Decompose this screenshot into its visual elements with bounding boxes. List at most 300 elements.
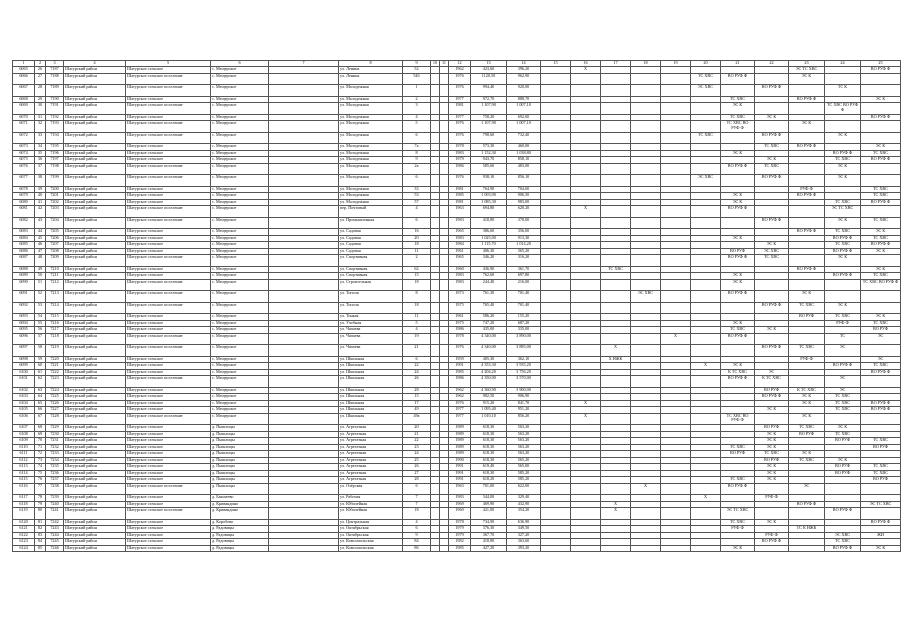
table-cell: 65 xyxy=(35,400,46,407)
table-cell: 856,10 xyxy=(507,175,541,187)
table-cell: 7201 xyxy=(46,193,64,200)
table-cell: ВО РУФ xyxy=(825,470,861,477)
table-cell: 9 xyxy=(403,532,431,539)
table-cell: ЭС К xyxy=(755,470,789,477)
table-cell: Шатурское сельское xyxy=(126,150,211,157)
table-cell: д. Бакшеево xyxy=(211,495,269,502)
table-cell: 7232 xyxy=(46,444,64,451)
table-cell: 84 xyxy=(35,539,46,546)
table-cell: Шатурский район xyxy=(64,320,126,327)
table-cell: 6 xyxy=(403,132,431,144)
table-cell: ВО РУФ xyxy=(721,451,755,458)
table-cell: 7243 xyxy=(46,526,64,533)
table-cell xyxy=(825,413,861,425)
table-cell xyxy=(861,345,901,357)
table-cell: ВО РУФ Ф xyxy=(789,501,825,508)
table-cell: 1983 xyxy=(449,217,471,229)
table-cell: 972,70 xyxy=(471,96,507,103)
table-cell: 6075 xyxy=(13,157,35,164)
table-cell: Шатурский район xyxy=(64,266,126,273)
table-cell xyxy=(541,279,571,291)
table-cell: 636,90 xyxy=(507,519,541,526)
table-cell xyxy=(541,302,571,314)
table-cell xyxy=(269,333,339,345)
table-cell: 69 xyxy=(35,431,46,438)
table-cell: д. Радовицы xyxy=(211,526,269,533)
table-cell: 1983 xyxy=(449,495,471,502)
table-cell: ТС ХВС xyxy=(755,163,789,175)
table-cell: ул. Октябрьская xyxy=(339,526,403,533)
table-cell: д. Пышлицы xyxy=(211,444,269,451)
table-cell: 6103 xyxy=(13,394,35,401)
table-cell: РУФ Ф xyxy=(721,526,755,533)
table-cell: 983,00 xyxy=(507,199,541,206)
table-cell: с. Мещерское xyxy=(211,96,269,103)
table-cell: 618,30 xyxy=(471,457,507,464)
table-cell xyxy=(571,85,601,97)
table-cell: 367,70 xyxy=(471,532,507,539)
table-cell: 21 xyxy=(403,431,431,438)
table-cell: Шатурское сельское поселение xyxy=(126,376,211,388)
table-cell: ЭС К xyxy=(825,302,861,314)
table-cell: 2 xyxy=(403,255,431,267)
table-cell: Шатурское сельское xyxy=(126,248,211,255)
table-cell: Шатурское сельское xyxy=(126,369,211,376)
table-cell: д. Пышлицы xyxy=(211,438,269,445)
table-cell: РУФ Ф xyxy=(789,186,825,193)
table-cell xyxy=(631,545,661,552)
table-cell xyxy=(440,413,449,425)
table-cell xyxy=(825,73,861,85)
table-cell: ул. Молодежная xyxy=(339,175,403,187)
table-cell: 6069 xyxy=(13,103,35,115)
table-cell: 1962 xyxy=(449,67,471,74)
table-cell: 1 007,10 xyxy=(507,103,541,115)
table-cell: ЭС К xyxy=(789,400,825,407)
table-cell: 7189 xyxy=(46,85,64,97)
table-cell xyxy=(440,345,449,357)
table-cell: д. Коробово xyxy=(211,519,269,526)
table-cell: 6067 xyxy=(13,85,35,97)
table-cell xyxy=(269,291,339,303)
table-cell xyxy=(571,291,601,303)
table-cell: 6077 xyxy=(13,175,35,187)
table-cell: Шатурский район xyxy=(64,501,126,508)
table-cell: ул. Садовая xyxy=(339,229,403,236)
table-cell: 7221 xyxy=(46,363,64,370)
table-cell: 962,90 xyxy=(507,73,541,85)
table-cell: 483,00 xyxy=(507,163,541,175)
table-cell xyxy=(571,302,601,314)
table-cell xyxy=(661,279,691,291)
table-cell xyxy=(440,217,449,229)
table-cell: ул. Молодежная xyxy=(339,144,403,151)
table-cell: 78 xyxy=(35,495,46,502)
table-row xyxy=(13,206,901,218)
table-cell: 6105 xyxy=(13,407,35,414)
table-cell: 1962 xyxy=(449,394,471,401)
table-row xyxy=(13,255,901,267)
table-cell: Шатурское сельское xyxy=(126,387,211,394)
table-cell xyxy=(861,302,901,314)
column-number-cell: 16 xyxy=(571,61,601,67)
table-cell: ЭС К xyxy=(721,279,755,291)
table-cell: Шатурское сельское xyxy=(126,407,211,414)
table-cell: ТС ХВС xyxy=(789,457,825,464)
table-cell: 1975 xyxy=(449,320,471,327)
table-cell xyxy=(601,132,631,144)
table-cell: 15 xyxy=(403,273,431,280)
table-cell: Шатурское сельское xyxy=(126,273,211,280)
table-cell: 30 xyxy=(35,103,46,115)
table-cell: ул. Школьная xyxy=(339,407,403,414)
table-cell xyxy=(755,121,789,133)
column-number-cell: 14 xyxy=(507,61,541,67)
table-cell: 16 xyxy=(403,229,431,236)
table-cell: 29 xyxy=(35,96,46,103)
table-cell: ЭС К xyxy=(789,394,825,401)
table-cell: ул. Садовая xyxy=(339,242,403,249)
table-cell: 432,90 xyxy=(507,501,541,508)
table-cell: Шатурское сельское xyxy=(126,199,211,206)
table-cell: 618,20 xyxy=(471,477,507,484)
table-cell: Шатурское сельское xyxy=(126,532,211,539)
table-cell: 1989 xyxy=(449,431,471,438)
table-cell: Шатурское сельское xyxy=(126,235,211,242)
table-cell: ул. Юбилейная xyxy=(339,501,403,508)
table-cell: 1977 xyxy=(449,96,471,103)
table-cell: 747,20 xyxy=(471,320,507,327)
table-cell: 6100 xyxy=(13,369,35,376)
table-cell xyxy=(721,302,755,314)
table-cell: Шатурское сельское xyxy=(126,431,211,438)
table-cell: 1976 xyxy=(449,85,471,97)
table-cell: 858,10 xyxy=(507,157,541,164)
table-cell: 7193 xyxy=(46,121,64,133)
table-cell: с. Мещерское xyxy=(211,333,269,345)
table-cell xyxy=(755,291,789,303)
table-cell: 47 xyxy=(35,248,46,255)
table-cell: с. Мещерское xyxy=(211,248,269,255)
table-cell: с. Мещерское xyxy=(211,387,269,394)
table-cell xyxy=(631,103,661,115)
table-cell: ВО РУФ xyxy=(861,444,901,451)
table-cell: 7241 xyxy=(46,508,64,520)
table-cell: 1989 xyxy=(449,451,471,458)
table-cell xyxy=(440,132,449,144)
table-cell xyxy=(789,333,825,345)
table-cell: Шатурский район xyxy=(64,302,126,314)
table-cell: ЭС К xyxy=(825,217,861,229)
table-cell xyxy=(601,483,631,495)
table-cell: 1983 xyxy=(449,273,471,280)
table-cell xyxy=(541,121,571,133)
table-cell: 418,80 xyxy=(471,539,507,546)
table-cell: ул. Ленина xyxy=(339,67,403,74)
table-cell xyxy=(571,376,601,388)
table-cell: Шатурский район xyxy=(64,199,126,206)
table-cell: 6 xyxy=(403,356,431,363)
table-cell xyxy=(661,217,691,229)
table-cell: 28 xyxy=(403,387,431,394)
table-cell: д. Пышлицы xyxy=(211,431,269,438)
table-cell: 920,00 xyxy=(507,85,541,97)
table-cell xyxy=(661,291,691,303)
table-cell: 732,40 xyxy=(507,132,541,144)
table-cell: Шатурское сельское поселение xyxy=(126,163,211,175)
table-cell: 6084 xyxy=(13,235,35,242)
table-cell: 1979 xyxy=(449,532,471,539)
table-cell: Шатурский район xyxy=(64,175,126,187)
table-cell: ЭС К xyxy=(861,248,901,255)
table-cell: 7233 xyxy=(46,451,64,458)
table-cell: Шатурский район xyxy=(64,477,126,484)
table-cell: Шатурский район xyxy=(64,400,126,407)
table-cell: 6099 xyxy=(13,363,35,370)
table-cell: ЭС xyxy=(861,333,901,345)
table-cell: ул. Чапаева xyxy=(339,345,403,357)
table-cell: ТС ХВС xyxy=(861,150,901,157)
table-cell: Шатурское сельское xyxy=(126,464,211,471)
table-cell xyxy=(661,73,691,85)
table-cell: 3 900,00 xyxy=(507,387,541,394)
table-cell: 1962 xyxy=(449,387,471,394)
table-cell: 77 xyxy=(35,483,46,495)
table-cell: 423,60 xyxy=(471,67,507,74)
table-cell: 393,20 xyxy=(507,545,541,552)
table-cell: ТС xyxy=(825,333,861,345)
column-number-cell: 20 xyxy=(691,61,721,67)
table-cell: с. Мещерское xyxy=(211,273,269,280)
table-cell: Шатурское сельское xyxy=(126,144,211,151)
table-cell: 7187 xyxy=(46,67,64,74)
table-cell: с. Мещерское xyxy=(211,345,269,357)
table-cell: 52 xyxy=(35,291,46,303)
table-cell: 6116 xyxy=(13,483,35,495)
table-cell: 1 010,10 xyxy=(471,413,507,425)
table-cell: 40 xyxy=(35,193,46,200)
table-cell xyxy=(861,175,901,187)
table-cell: 49 xyxy=(35,266,46,273)
table-cell: 1 014,20 xyxy=(507,242,541,249)
table-cell xyxy=(431,413,440,425)
table-cell xyxy=(601,163,631,175)
table-cell xyxy=(541,413,571,425)
table-cell: ТС ХВС xyxy=(825,157,861,164)
table-cell xyxy=(269,103,339,115)
column-number-cell: 21 xyxy=(721,61,755,67)
table-cell: Шатурский район xyxy=(64,103,126,115)
table-cell: 6104 xyxy=(13,400,35,407)
table-cell xyxy=(631,279,661,291)
table-cell: 6071 xyxy=(13,121,35,133)
table-cell: 563,20 xyxy=(507,425,541,432)
table-cell: ТС ХВС xyxy=(861,363,901,370)
table-cell: 378,00 xyxy=(507,217,541,229)
table-cell xyxy=(755,333,789,345)
table-cell xyxy=(571,132,601,144)
table-cell: 51 xyxy=(35,279,46,291)
table-cell: ЭС К xyxy=(755,327,789,334)
table-cell xyxy=(269,279,339,291)
table-cell: ЭС К xyxy=(861,266,901,273)
table-cell: ТС ХВС xyxy=(861,235,901,242)
table-cell xyxy=(691,255,721,267)
table-cell: Х xyxy=(661,333,691,345)
table-cell xyxy=(631,376,661,388)
table-cell: 354,20 xyxy=(507,508,541,520)
table-cell: ЭС К xyxy=(789,413,825,425)
table-row xyxy=(13,132,901,144)
table-cell: 6098 xyxy=(13,356,35,363)
table-cell: 82 xyxy=(35,526,46,533)
table-cell xyxy=(631,345,661,357)
table-cell: ЭС К xyxy=(861,229,901,236)
table-cell: 565,00 xyxy=(507,464,541,471)
table-cell: с. Мещерское xyxy=(211,400,269,407)
table-cell: ул. Ленина xyxy=(339,73,403,85)
table-cell: 346,20 xyxy=(471,255,507,267)
table-cell xyxy=(691,376,721,388)
table-cell: 585,20 xyxy=(507,477,541,484)
table-cell xyxy=(789,132,825,144)
table-cell: ул. Школьная xyxy=(339,376,403,388)
table-cell: 7235 xyxy=(46,464,64,471)
table-cell: 344,00 xyxy=(471,495,507,502)
table-cell: 363,60 xyxy=(507,539,541,546)
table-cell: 6110 xyxy=(13,444,35,451)
table-cell: ЭС К xyxy=(825,255,861,267)
table-cell: ул. Октябрьская xyxy=(339,532,403,539)
table-cell: 6111 xyxy=(13,451,35,458)
table-cell: Шатурский район xyxy=(64,363,126,370)
table-cell xyxy=(825,291,861,303)
table-cell xyxy=(431,279,440,291)
table-cell xyxy=(691,302,721,314)
table-cell: 1986 xyxy=(449,327,471,334)
table-cell: 26 xyxy=(403,464,431,471)
table-cell: 7207 xyxy=(46,242,64,249)
table-cell: 67 xyxy=(35,413,46,425)
table-cell: 27 xyxy=(35,73,46,85)
table-cell xyxy=(601,333,631,345)
table-cell: Шатурский район xyxy=(64,314,126,321)
table-cell xyxy=(601,279,631,291)
table-cell: д. Пышлицы xyxy=(211,483,269,495)
table-cell xyxy=(755,413,789,425)
table-cell: 692,00 xyxy=(507,114,541,121)
table-cell: ул. Садовая xyxy=(339,235,403,242)
table-cell: 56 xyxy=(35,327,46,334)
table-cell: Шатурское сельское поселение xyxy=(126,345,211,357)
table-cell: Шатурский район xyxy=(64,394,126,401)
table-cell: 1 085,30 xyxy=(471,199,507,206)
table-cell: ЭС К xyxy=(721,103,755,115)
table-cell: 62 xyxy=(403,266,431,273)
table-cell: 1 003,90 xyxy=(471,193,507,200)
table-cell: 7246 xyxy=(46,545,64,552)
table-cell xyxy=(789,279,825,291)
table-cell: ТС ХВС xyxy=(789,302,825,314)
table-cell xyxy=(789,508,825,520)
table-cell: Шатурское сельское поселение xyxy=(126,291,211,303)
table-cell: 57 xyxy=(35,333,46,345)
table-cell: Шатурское сельское поселение xyxy=(126,217,211,229)
table-cell: ВО РУФ Ф xyxy=(861,199,901,206)
table-cell: 76 xyxy=(35,477,46,484)
table-cell: ЭС К xyxy=(789,73,825,85)
column-number-cell: 7 xyxy=(269,61,339,67)
table-cell: с. Мещерское xyxy=(211,85,269,97)
table-cell: 701,00 xyxy=(471,483,507,495)
table-cell: 1 038,80 xyxy=(507,150,541,157)
table-cell xyxy=(431,291,440,303)
table-cell: ТС ХВС xyxy=(721,96,755,103)
table-cell xyxy=(601,255,631,267)
table-cell: 1981 xyxy=(449,199,471,206)
table-cell: 4 xyxy=(403,206,431,218)
table-cell: 66 xyxy=(35,407,46,414)
table-cell xyxy=(431,175,440,187)
table-cell: 44 xyxy=(35,229,46,236)
column-number-cell: 22 xyxy=(755,61,789,67)
table-cell: ул. Садовая xyxy=(339,248,403,255)
table-cell: 327,20 xyxy=(507,532,541,539)
table-cell: 7191 xyxy=(46,103,64,115)
table-cell: ТС ХВС xyxy=(825,199,861,206)
table-cell: ТС ХВС xyxy=(691,73,721,85)
table-cell: Шатурский район xyxy=(64,519,126,526)
table-cell: 798,60 xyxy=(471,132,507,144)
table-cell: ТС ХВС xyxy=(721,114,755,121)
table-cell: 15 xyxy=(403,394,431,401)
table-row xyxy=(13,508,901,520)
table-cell: 943,70 xyxy=(471,157,507,164)
table-cell xyxy=(571,279,601,291)
table-cell: с. Мещерское xyxy=(211,144,269,151)
table-cell: 427,20 xyxy=(471,545,507,552)
table-cell: ВО РУФ Ф xyxy=(825,273,861,280)
table-cell: 1978 xyxy=(449,519,471,526)
table-cell: 33 xyxy=(403,186,431,193)
table-cell: Шатурское сельское xyxy=(126,193,211,200)
table-cell: ВО РУФ Ф xyxy=(755,85,789,97)
column-number-cell: 11 xyxy=(440,61,449,67)
table-cell: 27 xyxy=(403,470,431,477)
table-cell: Шатурское сельское xyxy=(126,186,211,193)
column-number-cell: 1 xyxy=(13,61,35,67)
table-cell: ТС ХВС xyxy=(721,477,755,484)
table-cell: Шатурское сельское поселение xyxy=(126,483,211,495)
table-cell: Шатурский район xyxy=(64,333,126,345)
table-cell: ВО РУФ Ф xyxy=(861,407,901,414)
table-cell: д. Пышлицы xyxy=(211,464,269,471)
table-cell: 1969 xyxy=(449,508,471,520)
table-cell: 7218 xyxy=(46,333,64,345)
table-cell: ТС ХВС xyxy=(861,464,901,471)
table-cell xyxy=(861,255,901,267)
table-cell: ТС ХВС xyxy=(825,400,861,407)
table-cell: 4 350,00 xyxy=(471,376,507,388)
table-row xyxy=(13,121,901,133)
table-cell: 7244 xyxy=(46,532,64,539)
table-cell: ТС ХВС xyxy=(601,266,631,273)
table-cell xyxy=(755,279,789,291)
table-cell: Х xyxy=(571,206,601,218)
table-cell: 19 xyxy=(403,333,431,345)
table-cell: 1969 xyxy=(449,501,471,508)
table-cell: 1977 xyxy=(449,407,471,414)
